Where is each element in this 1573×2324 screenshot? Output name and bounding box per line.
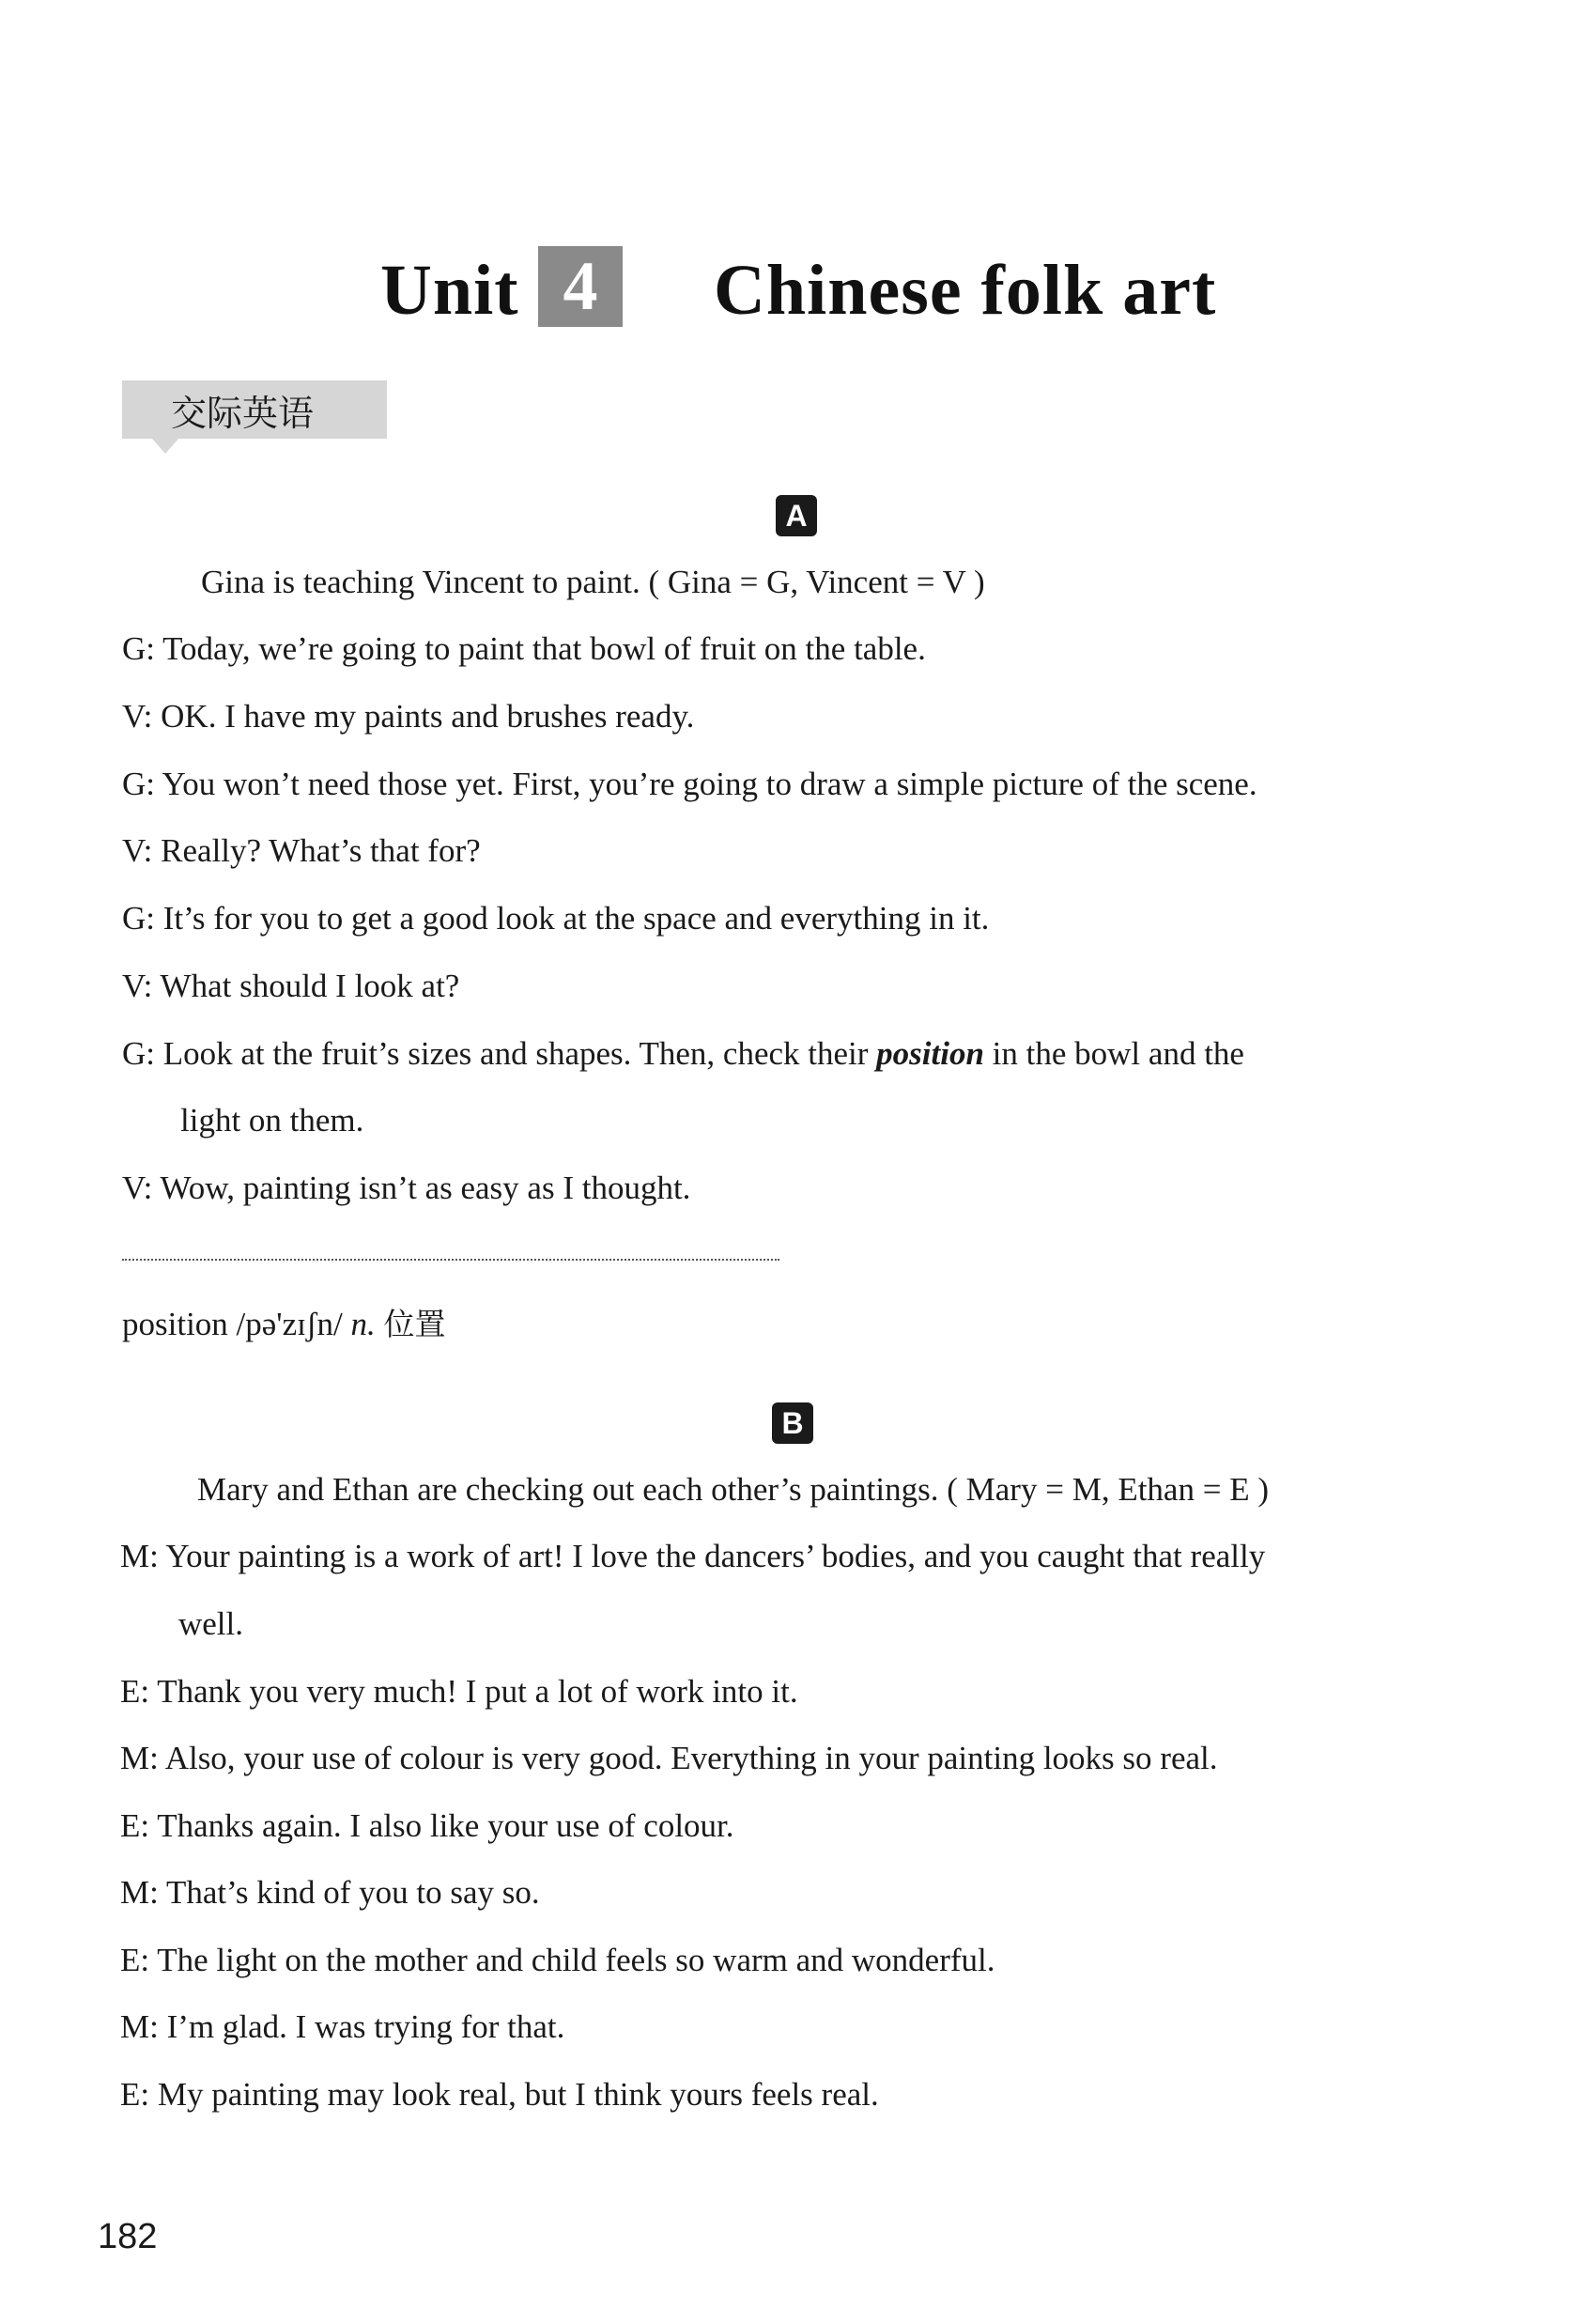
dialogue-line — [122, 698, 694, 736]
speaker-label: V: — [122, 1170, 153, 1206]
dialogue-text: You won’t need those yet. First, you’re going to draw a simple picture of the scene. — [162, 766, 1257, 802]
speaker-label: M: — [120, 2008, 159, 2045]
part-b-intro: Mary and Ethan are checking out each other’s paintings. ( Mary = M, Ethan = E ) — [197, 1471, 1269, 1508]
vocab-word: position — [122, 1306, 228, 1342]
speaker-label: M: — [120, 1740, 159, 1776]
dialogue-line — [120, 1874, 540, 1912]
dialogue-text: My painting may look real, but I think yours feels real. — [157, 2076, 879, 2113]
vocab-highlight: position — [876, 1035, 984, 1072]
dialogue-text: Also, your use of colour is very good. Everything in your painting looks so real. — [164, 1740, 1218, 1776]
dialogue-line — [122, 630, 926, 668]
vocab-entry — [122, 1300, 446, 1344]
speaker-label: E: — [120, 1942, 150, 1978]
part-a-marker: A — [776, 495, 817, 536]
speaker-label: E: — [120, 1807, 150, 1844]
dialogue-text: The light on the mother and child feels so warm and wonderful. — [157, 1942, 995, 1978]
dialogue-text: I’m glad. I was trying for that. — [166, 2008, 565, 2045]
speaker-label: M: — [120, 1874, 159, 1911]
dialogue-line — [122, 832, 481, 870]
speaker-label: G: — [122, 900, 155, 937]
unit-number-badge: 4 — [538, 246, 623, 327]
dialogue-line — [122, 900, 989, 937]
speaker-label: E: — [120, 2076, 150, 2113]
dialogue-line — [120, 1807, 734, 1845]
dotted-divider — [122, 1259, 779, 1261]
dialogue-line — [120, 2076, 879, 2114]
dialogue-text: Thanks again. I also like your use of colour. — [157, 1807, 734, 1844]
dialogue-text: Wow, painting isn’t as easy as I thought. — [160, 1170, 691, 1206]
speaker-label: V: — [122, 698, 153, 735]
dialogue-text: Look at the fruit’s sizes and shapes. Then, check their — [162, 1035, 869, 1072]
speaker-label: G: — [122, 766, 155, 802]
vocab-phonetic: /pə'zɪʃn/ — [236, 1306, 343, 1342]
dialogue-text: in the bowl and the — [992, 1035, 1244, 1072]
unit-title: Chinese folk art — [714, 251, 1217, 330]
dialogue-text: Really? What’s that for? — [161, 832, 481, 869]
dialogue-line — [120, 1942, 995, 1979]
dialogue-line — [120, 2008, 564, 2046]
dialogue-text: OK. I have my paints and brushes ready. — [161, 698, 695, 735]
section-label: 交际英语 — [122, 380, 387, 439]
speaker-label: G: — [122, 630, 155, 667]
dialogue-text: Thank you very much! I put a lot of work into it. — [157, 1673, 798, 1710]
dialogue-line — [120, 1740, 1218, 1777]
dialogue-continuation: well. — [178, 1605, 244, 1642]
dialogue-line — [122, 766, 1257, 803]
dialogue-text: That’s kind of you to say so. — [165, 1874, 540, 1911]
vocab-meaning: 位置 — [383, 1306, 446, 1342]
page-number: 182 — [98, 2217, 158, 2256]
dialogue-text: It’s for you to get a good look at the space and everything in it. — [162, 900, 990, 937]
speaker-label: G: — [122, 1035, 155, 1072]
dialogue-continuation: light on them. — [180, 1102, 364, 1139]
speaker-label: E: — [120, 1673, 150, 1710]
unit-label: Unit — [380, 251, 519, 330]
speaker-label: M: — [120, 1538, 159, 1574]
vocab-pos: n. — [350, 1306, 376, 1342]
part-b-marker: B — [772, 1402, 813, 1444]
dialogue-line — [122, 968, 459, 1005]
dialogue-line — [120, 1538, 1265, 1575]
dialogue-text: Today, we’re going to paint that bowl of fruit on the table. — [162, 630, 926, 667]
dialogue-line — [122, 1035, 1244, 1073]
dialogue-text: Your painting is a work of art! I love the dancers’ bodies, and you caught that really — [165, 1538, 1266, 1574]
dialogue-text: What should I look at? — [160, 968, 460, 1004]
speaker-label: V: — [122, 968, 153, 1004]
speaker-label: V: — [122, 832, 153, 869]
part-a-intro: Gina is teaching Vincent to paint. ( Gina = G, Vincent = V ) — [201, 564, 985, 600]
dialogue-line — [122, 1170, 690, 1207]
dialogue-line — [120, 1673, 798, 1711]
